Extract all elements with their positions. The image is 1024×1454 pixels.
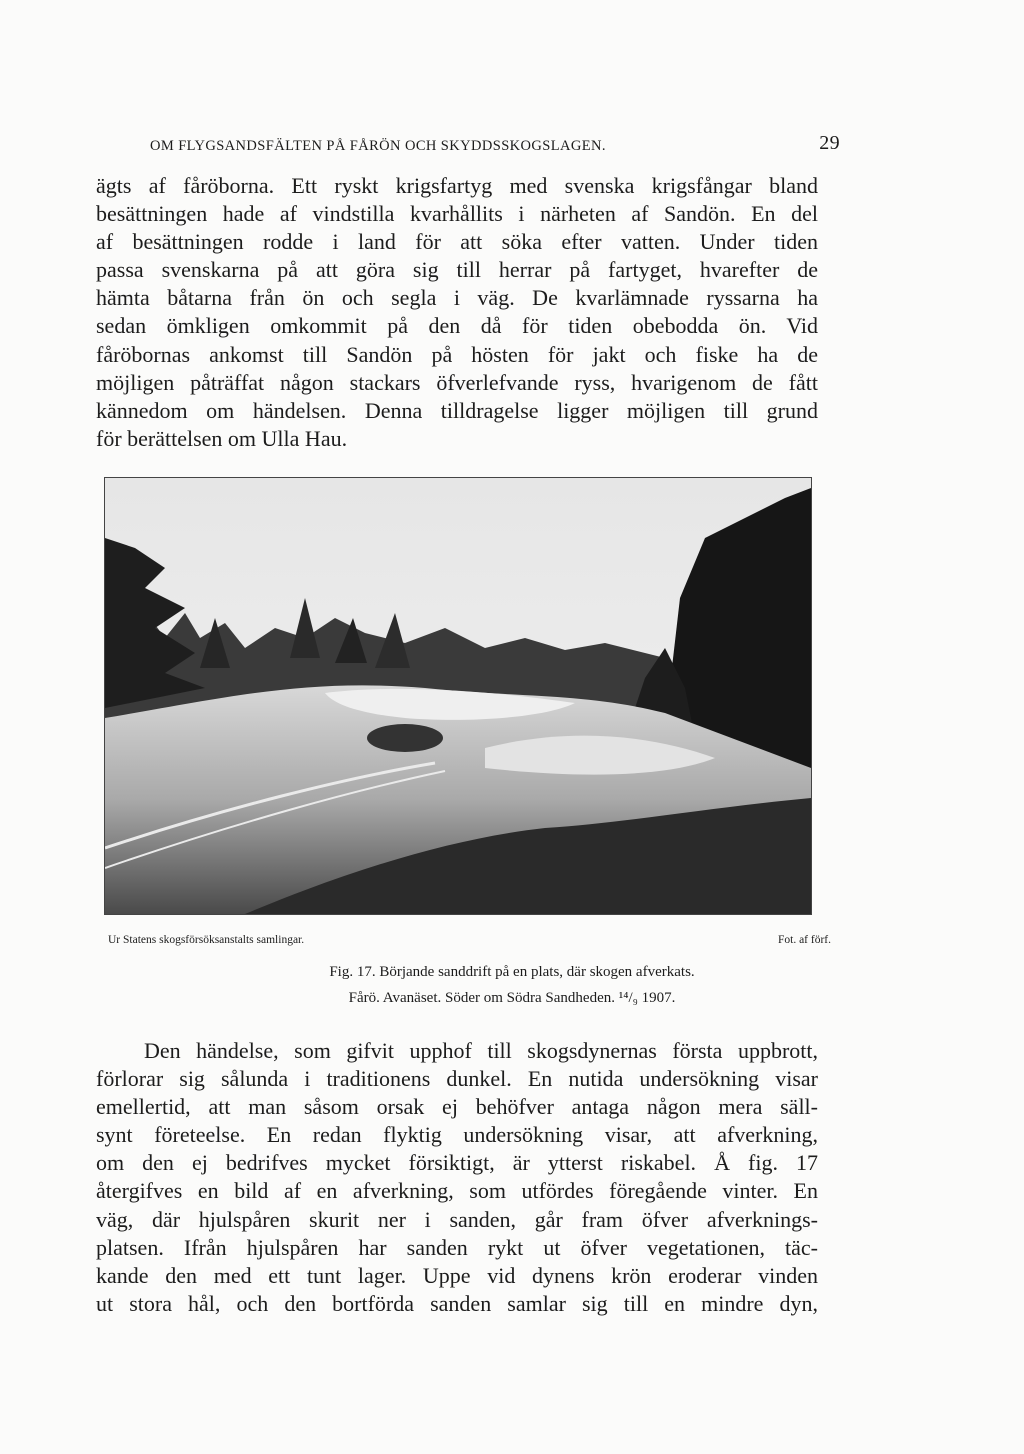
text-line: möjligen påträffat någon stackars öfverlefvande ryss, hvarigenom de fått bbox=[96, 369, 818, 395]
text-line: hämta båtarna från ön och segla i väg. De kvarlämnade ryssarna ha bbox=[96, 285, 818, 311]
text-line: sedan ömkligen omkommit på den då för tiden obebodda ön. Vid bbox=[96, 313, 818, 339]
landscape-photo-icon bbox=[105, 478, 811, 914]
figure-caption-line2: Fårö. Avanäset. Söder om Södra Sandheden. ¹⁴/₉ 1907. bbox=[348, 990, 676, 1006]
figure-caption-line1: Fig. 17. Börjande sanddrift på en plats, där skogen afverkats. bbox=[329, 964, 695, 980]
paragraph-bottom bbox=[96, 1037, 818, 1318]
text-line: af besättningen rodde i land för att söka efter vatten. Under tiden bbox=[96, 229, 818, 255]
text-line: fåröbornas ankomst till Sandön på hösten för jakt och fiske ha de bbox=[96, 341, 818, 367]
text-line: besättningen hade af vindstilla kvarhållits i närheten af Sandön. En del bbox=[96, 201, 818, 227]
text-line: ägts af fåröborna. Ett ryskt krigsfartyg med svenska krigsfångar bland bbox=[96, 173, 818, 198]
page-number: 29 bbox=[819, 132, 840, 154]
running-title: OM FLYGSANDSFÄLTEN PÅ FÅRÖN OCH SKYDDSSKOGSLAGEN. bbox=[150, 138, 606, 154]
text-line: passa svenskarna på att göra sig till herrar på fartyget, hvarefter de bbox=[96, 257, 818, 283]
text-line: väg, där hjulspåren skurit ner i sanden, går fram öfver afverknings- bbox=[96, 1206, 818, 1232]
photo-credit-source: Ur Statens skogsförsöksanstalts samlingar. bbox=[108, 934, 305, 946]
text-line: synt företeelse. En redan flyktig undersökning visar, att afverkning, bbox=[96, 1122, 818, 1148]
text-line: för berättelsen om Ulla Hau. bbox=[96, 425, 348, 451]
photo-credit-photographer: Fot. af förf. bbox=[777, 934, 831, 946]
text-line: kännedom om händelsen. Denna tilldragelse ligger möjligen till grund bbox=[96, 397, 818, 423]
text-line: ut stora hål, och den bortförda sanden samlar sig till en mindre dyn, bbox=[96, 1290, 818, 1316]
text-line: emellertid, att man såsom orsak ej behöfver antaga någon mera säll- bbox=[96, 1094, 818, 1120]
text-line: Den händelse, som gifvit upphof till skogsdynernas första uppbrott, bbox=[144, 1038, 818, 1063]
text-line: kande den med ett tunt lager. Uppe vid dynens krön eroderar vinden bbox=[96, 1262, 818, 1288]
text-line: återgifves en bild af en afverkning, som utfördes föregående vinter. En bbox=[96, 1178, 818, 1204]
text-line: om den ej bedrifves mycket försiktigt, är ytterst riskabel. Å fig. 17 bbox=[96, 1150, 818, 1176]
figure-photo bbox=[104, 477, 812, 915]
paragraph-top bbox=[96, 172, 818, 453]
text-line: platsen. Ifrån hjulspåren har sanden rykt ut öfver vegetationen, täc- bbox=[96, 1234, 818, 1260]
running-header bbox=[150, 132, 840, 162]
text-line: förlorar sig sålunda i traditionens dunkel. En nutida undersökning visar bbox=[96, 1066, 818, 1092]
